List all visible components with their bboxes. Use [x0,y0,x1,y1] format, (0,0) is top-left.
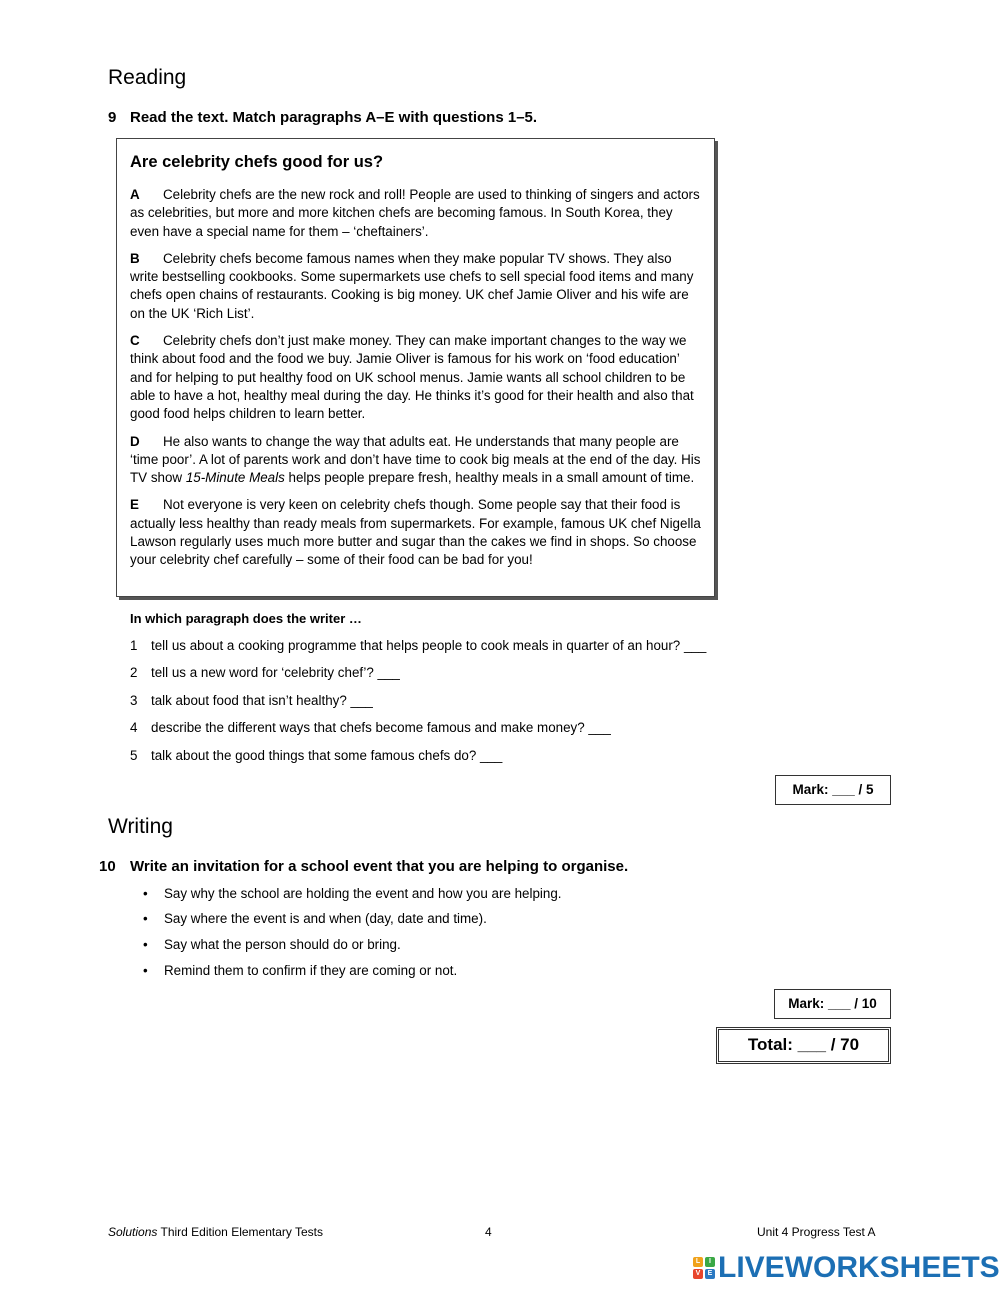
question-number: 3 [130,693,138,708]
bullet-icon: • [143,937,148,952]
paragraph-a [130,186,702,241]
logo-wordmark: LIVEWORKSHEETS [718,1251,1000,1284]
question-9-heading [108,109,537,126]
bullet-icon: • [143,911,148,926]
article-box [116,138,715,597]
question-9-number: 9 [108,109,117,126]
total-mark-box: Total: ___ / 70 [716,1027,891,1064]
logo-tiles-icon [693,1257,715,1279]
logo-tile: I [705,1257,715,1267]
writing-bullet [143,886,562,901]
paragraph-text: Celebrity chefs are the new rock and roll! People are used to thinking of singers and actors as celebrities, but more and more kitchen chefs are becoming famous. In South Korea, they even have a special name for them – ‘cheftainers’. [130,187,700,239]
question-10-number: 10 [99,858,116,875]
paragraph-letter: A [130,187,140,202]
writing-bullet [143,911,487,926]
question-item [130,720,611,735]
question-number: 4 [130,720,138,735]
writing-bullet [143,963,457,978]
question-10-instruction: Write an invitation for a school event that you are helping to organise. [130,858,629,875]
paragraph-c [130,332,702,423]
bullet-text: Say where the event is and when (day, date and time). [164,911,487,926]
bullet-icon: • [143,886,148,901]
question-number: 1 [130,638,138,653]
paragraph-b [130,250,702,323]
writing-mark-box: Mark: ___ / 10 [774,989,891,1019]
question-item [130,748,502,763]
question-text: tell us a new word for ‘celebrity chef’? ___ [151,665,400,680]
footer-page-number: 4 [485,1225,492,1239]
reading-mark-box: Mark: ___ / 5 [775,775,891,805]
bullet-text: Say what the person should do or bring. [164,937,401,952]
paragraph-letter: E [130,497,139,513]
questions-prompt: In which paragraph does the writer … [130,611,362,626]
article-title: Are celebrity chefs good for us? [130,153,384,171]
paragraph-text: Celebrity chefs become famous names when they make popular TV shows. They also write bestselling cookbooks. Some supermarkets use chefs to sell special food items and many chefs open chains of restaurants. Cooking is big money. UK chef Jamie Oliver and his wife are on the UK ‘Rich List’. [130,250,694,321]
footer-book-italic: Solutions [108,1225,158,1239]
paragraph-text: helps people prepare fresh, healthy meals in a small amount of time. [284,470,695,486]
paragraph-letter: C [130,333,140,349]
paragraph-letter: B [130,250,140,266]
paragraph-text: He also wants to change the way that adults eat. He understands that many people are ‘time poor’. A lot of parents work and don’t have time to cook big meals at the end of the day. His TV show [130,433,701,486]
footer-book-rest: Third Edition Elementary Tests [157,1225,324,1239]
reading-section-title: Reading [108,66,187,89]
question-number: 5 [130,748,138,763]
footer-book-title [108,1225,323,1239]
question-10-heading [99,858,628,875]
paragraph-d [130,433,702,488]
question-item [130,693,373,708]
question-text: describe the different ways that chefs become famous and make money? ___ [151,720,611,735]
paragraph-e [130,496,702,569]
paragraph-letter: D [130,433,140,449]
question-item [130,665,400,680]
bullet-text: Remind them to confirm if they are coming or not. [164,963,458,978]
question-text: tell us about a cooking programme that helps people to cook meals in quarter of an hour? ___ [151,638,707,653]
writing-bullet [143,937,401,952]
question-number: 2 [130,665,138,680]
writing-section-title: Writing [108,815,173,838]
paragraph-text: Celebrity chefs don’t just make money. They can make important changes to the way we think about food and the food we buy. Jamie Oliver is famous for his work on ‘food education’ and for helping to put healthy food on UK school menus. Jamie wants all school children to be able to have a hot, healthy meal during the day. He thinks it’s good for their health and also that good food helps children to learn better. [130,333,694,422]
liveworksheets-logo [693,1253,1000,1283]
logo-tile: V [693,1269,703,1279]
bullet-icon: • [143,963,148,978]
question-text: talk about food that isn’t healthy? ___ [151,693,373,708]
footer-test-name: Unit 4 Progress Test A [757,1225,876,1239]
tv-show-title: 15-Minute Meals [185,470,285,486]
question-text: talk about the good things that some famous chefs do? ___ [151,748,503,763]
question-9-instruction: Read the text. Match paragraphs A–E with questions 1–5. [130,109,538,126]
question-item [130,638,706,653]
bullet-text: Say why the school are holding the event and how you are helping. [164,886,562,901]
logo-tile: E [705,1269,715,1279]
logo-tile: L [693,1257,703,1267]
paragraph-text: Not everyone is very keen on celebrity chefs though. Some people say that their food is actually less healthy than ready meals from supermarkets. For example, famous UK chef Nigella Lawson regularly uses much more butter and sugar than the cakes we find in shops. So choose your celebrity chef carefully – some of their food can be bad for you! [130,497,701,568]
